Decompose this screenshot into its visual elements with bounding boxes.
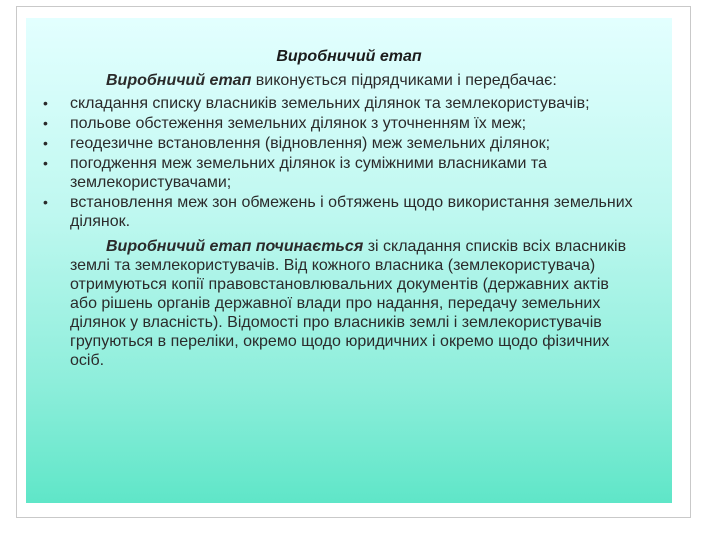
slide bbox=[26, 18, 672, 503]
bullet-text: погодження меж земельних ділянок із суміжними власниками та землекористувачами; bbox=[70, 155, 547, 191]
intro-rest: виконується підрядчиками і передбачає: bbox=[251, 72, 557, 89]
paragraph-lead: Виробничий етап починається bbox=[106, 238, 364, 255]
bullet-item bbox=[26, 154, 672, 192]
bullet-item bbox=[26, 94, 672, 113]
bullet-list bbox=[26, 94, 672, 232]
intro-line bbox=[106, 72, 557, 90]
bullet-text: складання списку власників земельних ділянок та землекористувачів; bbox=[70, 95, 590, 112]
bullet-item bbox=[26, 134, 672, 153]
paragraph-rest: зі складання списків всіх власників землі та землекористувачів. Від кожного власника (землекористувача) отримуються копії правовстановлювальних документів (державних актів або рішень органів державної влади про надання, передачу земельних ділянок у власність). Відомості про власників землі і землекористувачів групуються в переліки, окремо щодо юридичних і окремо щодо фізичних осіб. bbox=[70, 238, 627, 369]
bullet-text: встановлення меж зон обмежень і обтяжень щодо використання земельних ділянок. bbox=[70, 194, 633, 230]
bullet-dot-icon: • bbox=[43, 155, 48, 171]
bullet-dot-icon: • bbox=[43, 115, 48, 131]
bullet-text: польове обстеження земельних ділянок з уточненням їх меж; bbox=[70, 115, 527, 132]
intro-lead: Виробничий етап bbox=[106, 72, 252, 89]
bullet-dot-icon: • bbox=[43, 135, 48, 151]
body-paragraph bbox=[70, 237, 636, 370]
bullet-dot-icon: • bbox=[43, 95, 48, 111]
bullet-item bbox=[26, 114, 672, 133]
bullet-item bbox=[26, 193, 672, 231]
slide-title: Виробничий етап bbox=[276, 48, 422, 65]
bullet-dot-icon: • bbox=[43, 194, 48, 210]
bullet-text: геодезичне встановлення (відновлення) меж земельних ділянок; bbox=[70, 135, 551, 152]
